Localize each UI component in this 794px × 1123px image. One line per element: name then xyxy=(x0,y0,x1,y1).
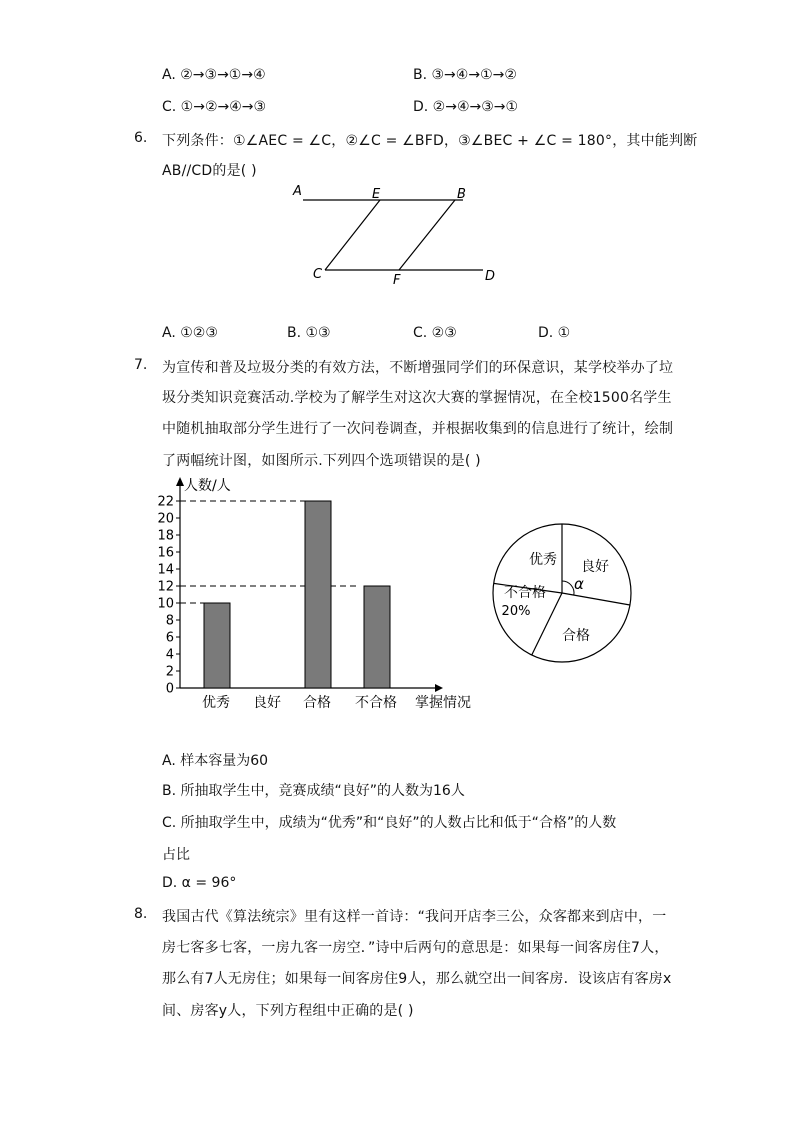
category-label: 良好 xyxy=(253,695,281,711)
q7-number: 7. xyxy=(134,357,148,373)
q7-option-b[interactable]: B. 所抽取学生中，竞赛成绩“良好”的人数为16人 xyxy=(162,783,465,799)
alpha-label: α xyxy=(574,575,584,593)
pie-slice-label: 优秀 xyxy=(529,552,557,568)
q8-stem-line4: 间、房客y人，下列方程组中正确的是( ) xyxy=(162,1003,414,1019)
y-tick-label: 8 xyxy=(165,613,174,629)
q7-option-d[interactable]: D. α = 96° xyxy=(162,875,237,891)
x-axis-arrow xyxy=(435,684,443,692)
q6-parallelogram-figure xyxy=(285,180,510,290)
q7-option-a[interactable]: A. 样本容量为60 xyxy=(162,753,269,769)
y-tick-label: 12 xyxy=(157,579,174,595)
label-d: D xyxy=(485,269,496,284)
q8-stem-line1: 我国古代《算法统宗》里有这样一首诗：“我问开店李三公，众客都来到店中，一 xyxy=(162,909,667,925)
category-label: 合格 xyxy=(303,695,331,711)
y-tick-label: 16 xyxy=(157,545,174,561)
q6-option-a[interactable]: A. ①②③ xyxy=(162,325,218,341)
category-label: 不合格 xyxy=(355,695,397,711)
q6-option-b[interactable]: B. ①③ xyxy=(287,325,331,341)
x-axis-label: 掌握情况 xyxy=(415,695,471,711)
q7-stem-line2: 圾分类知识竞赛活动.学校为了解学生对这次大赛的掌握情况，在全校1500名学生 xyxy=(162,390,672,406)
y-tick-label: 2 xyxy=(165,664,174,680)
q7-pie-chart xyxy=(485,518,640,668)
q8-stem-line2: 房七客多七客，一房九客一房空．”诗中后两句的意思是：如果每一间客房住7人， xyxy=(162,940,669,956)
q8-stem-line3: 那么有7人无房住；如果每一间客房住9人，那么就空出一间客房．设该店有客房x xyxy=(162,971,672,987)
q5-option-a[interactable]: A. ②→③→①→④ xyxy=(162,67,266,83)
label-a: A xyxy=(293,184,302,199)
q6-number: 6. xyxy=(134,130,148,146)
y-tick-label: 6 xyxy=(165,630,174,646)
q7-option-c-line2: 占比 xyxy=(162,847,190,863)
q7-stem-line1: 为宣传和普及垃圾分类的有效方法，不断增强同学们的环保意识，某学校举办了垃 xyxy=(162,360,674,376)
line-ec xyxy=(325,200,380,270)
q5-option-c[interactable]: C. ①→②→④→③ xyxy=(162,99,267,115)
q5-option-b[interactable]: B. ③→④→①→② xyxy=(413,67,517,83)
q7-stem-line3: 中随机抽取部分学生进行了一次问卷调查，并根据收集到的信息进行了统计，绘制 xyxy=(162,421,674,437)
y-tick-label: 22 xyxy=(157,494,174,510)
q6-stem-line1: 下列条件：①∠AEC = ∠C，②∠C = ∠BFD，③∠BEC + ∠C = 180°，其中能判断 xyxy=(162,133,698,149)
q7-stem-line4: 了两幅统计图，如图所示.下列四个选项错误的是( ) xyxy=(162,453,481,469)
y-tick-label: 20 xyxy=(157,511,174,527)
label-e: E xyxy=(372,187,381,202)
label-c: C xyxy=(313,267,323,282)
label-b: B xyxy=(457,187,466,202)
pie-slice-label: 合格 xyxy=(562,628,590,644)
y-tick-label: 18 xyxy=(157,528,174,544)
category-label: 优秀 xyxy=(202,695,230,711)
y-tick-label: 14 xyxy=(157,562,174,578)
pie-slice-label: 不合格 xyxy=(504,585,546,601)
y-axis-label: 人数/人 xyxy=(184,478,231,494)
q5-option-d[interactable]: D. ②→④→③→① xyxy=(413,99,519,115)
bar xyxy=(204,603,230,688)
q6-option-c[interactable]: C. ②③ xyxy=(413,325,457,341)
y-tick-label: 0 xyxy=(165,681,174,697)
y-tick-label: 10 xyxy=(157,596,174,612)
q6-stem-line2: AB//CD的是( ) xyxy=(162,163,257,179)
pie-percent-label: 20% xyxy=(501,604,531,619)
line-bf xyxy=(399,200,455,270)
y-axis-arrow xyxy=(176,477,184,486)
label-f: F xyxy=(393,273,401,288)
q6-option-d[interactable]: D. ① xyxy=(538,325,571,341)
q8-number: 8. xyxy=(134,906,148,922)
q7-option-c-line1[interactable]: C. 所抽取学生中，成绩为“优秀”和“良好”的人数占比和低于“合格”的人数 xyxy=(162,815,617,831)
q7-bar-chart xyxy=(140,470,485,715)
bar xyxy=(305,501,331,688)
y-tick-label: 4 xyxy=(165,647,174,663)
bar xyxy=(364,586,390,688)
pie-slice-label: 良好 xyxy=(581,559,609,575)
